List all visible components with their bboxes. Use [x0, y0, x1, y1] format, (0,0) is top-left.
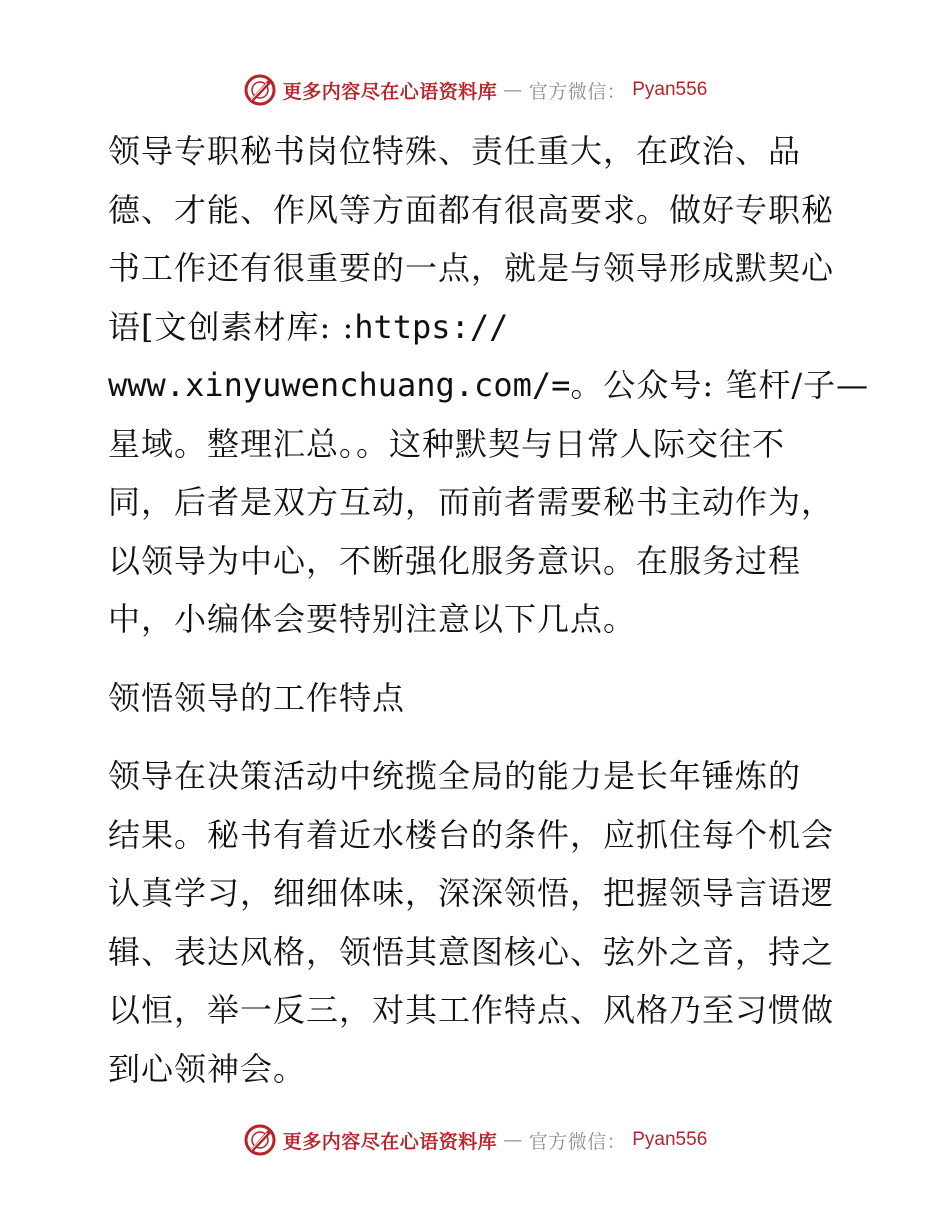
url-segment: www.xinyuwenchuang.com/= — [108, 366, 571, 404]
text-line: 以领导为中心，不断强化服务意识。在服务过程 — [108, 541, 802, 580]
text-line: 中，小编体会要特别注意以下几点。 — [108, 600, 637, 638]
footer-contact-id: Pyan556 — [632, 1129, 708, 1150]
text-line: 同，后者是双方互动，而前者需要秘书主动作为， — [108, 483, 835, 521]
footer-banner — [0, 1120, 950, 1160]
text-line: 结果。秘书有着近水楼台的条件，应抓住每个机会 — [108, 815, 835, 854]
footer-banner-content — [243, 1123, 708, 1157]
footer-site-name: 更多内容尽在心语资料库 — [282, 1130, 498, 1153]
header-banner-content — [243, 73, 708, 107]
paragraph-intro — [98, 122, 870, 649]
footer-dash: — — [503, 1129, 523, 1151]
quill-logo-icon — [243, 73, 277, 107]
text-line: 辑、表达风格，领悟其意图核心、弦外之音，持之 — [108, 932, 835, 971]
section-heading — [98, 669, 858, 728]
text-line-with-url — [108, 356, 870, 415]
header-dash: — — [503, 79, 523, 101]
header-contact-label: 官方微信： — [528, 80, 627, 103]
footer-contact-label: 官方微信： — [528, 1130, 627, 1153]
text-line: 以恒，举一反三，对其工作特点、风格乃至习惯做 — [108, 991, 835, 1029]
quill-logo-icon — [243, 1123, 277, 1157]
document-body — [98, 122, 870, 1098]
paragraph-section-1 — [98, 747, 858, 1098]
heading-text: 领悟领导的工作特点 — [108, 678, 406, 717]
text-line: 星域。整理汇总。。这种默契与日常人际交往不 — [108, 424, 786, 463]
url-segment: https:// — [354, 307, 509, 346]
header-banner — [0, 70, 950, 110]
text-line: 德、才能、作风等方面都有很高要求。做好专职秘 — [108, 190, 835, 229]
text-line: 认真学习，细细体味，深深领悟，把握领导言语逻 — [108, 874, 835, 912]
text-line: 领导专职秘书岗位特殊、责任重大，在政治、品 — [108, 132, 802, 170]
text-line-with-url — [108, 298, 858, 357]
text-segment: 。公众号: 笔杆/子— — [570, 366, 870, 404]
text-line: 到心领神会。 — [108, 1049, 307, 1088]
header-contact-id: Pyan556 — [632, 79, 708, 100]
text-line: 书工作还有很重要的一点，就是与领导形成默契心 — [108, 249, 835, 287]
header-site-name: 更多内容尽在心语资料库 — [282, 80, 498, 103]
text-segment: 语[文创素材库: : — [108, 307, 355, 346]
text-line: 领导在决策活动中统揽全局的能力是长年锤炼的 — [108, 757, 802, 795]
